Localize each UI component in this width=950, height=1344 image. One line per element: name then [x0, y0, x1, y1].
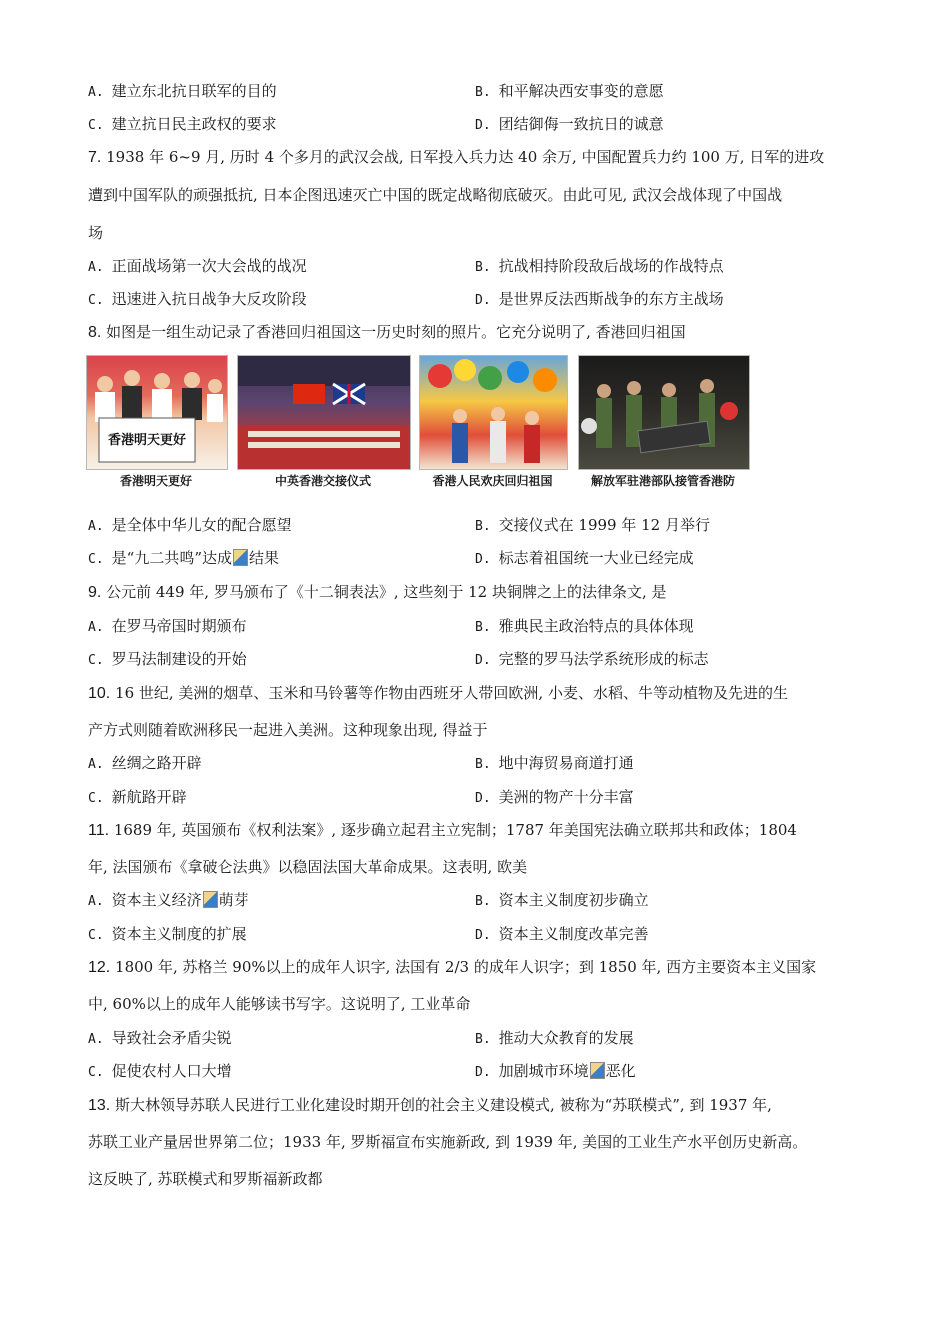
q13-line-3: 这反映了, 苏联模式和罗斯福新政都 — [88, 1170, 323, 1188]
q6-option-a[interactable]: A. 建立东北抗日联军的目的 — [88, 82, 277, 100]
q10-option-a[interactable]: A. 丝绸之路开辟 — [88, 754, 202, 772]
q11-option-d[interactable]: D. 资本主义制度改革完善 — [475, 925, 649, 943]
q8-stem: 8. 如图是一组生动记录了香港回归祖国这一历史时刻的照片。它充分说明了, 香港回归祖国 — [88, 323, 686, 341]
q6-option-d[interactable]: D. 团结御侮一致抗日的诚意 — [475, 115, 664, 133]
q9-option-d[interactable]: D. 完整的罗马法学系统形成的标志 — [475, 650, 709, 668]
q12-option-a[interactable]: A. 导致社会矛盾尖锐 — [88, 1029, 232, 1047]
q9-option-c[interactable]: C. 罗马法制建设的开始 — [88, 650, 247, 668]
photo-caption-3: 香港人民欢庆回归祖国 — [432, 474, 553, 488]
q6-option-c[interactable]: C. 建立抗日民主政权的要求 — [88, 115, 277, 133]
q10-line-2: 产方式则随着欧洲移民一起进入美洲。这种现象出现, 得益于 — [88, 721, 488, 739]
q13-line-1: 13. 斯大林领导苏联人民进行工业化建设时期开创的社会主义建设模式, 被称为“苏联模式”, 到 1937 年, — [88, 1096, 772, 1114]
q7-line-1: 7. 1938 年 6~9 月, 历时 4 个多月的武汉会战, 日军投入兵力达 40 余万, 中国配置兵力约 100 万, 日军的进攻 — [88, 148, 825, 166]
q10-line-1: 10. 16 世纪, 美洲的烟草、玉米和马铃薯等作物由西班牙人带回欧洲, 小麦、水稻、牛等动植物及先进的生 — [88, 684, 788, 702]
q10-option-c[interactable]: C. 新航路开辟 — [88, 788, 187, 806]
q11-line-2: 年, 法国颁布《拿破仑法典》以稳固法国大革命成果。这表明, 欧美 — [88, 858, 528, 876]
balloons-illustration — [420, 356, 567, 469]
q7-line-3: 场 — [88, 224, 104, 242]
crowd-illustration — [87, 356, 227, 469]
q12-option-c[interactable]: C. 促使农村人口大增 — [88, 1062, 232, 1080]
q7-line-2: 遭到中国军队的顽强抵抗, 日本企图迅速灭亡中国的既定战略彻底破灭。由此可见, 武汉会战体现了中国战 — [88, 186, 783, 204]
photo-celebration — [419, 355, 568, 470]
q6-option-b[interactable]: B. 和平解决西安事变的意愿 — [475, 82, 664, 100]
photo-caption-4: 解放军驻港部队接管香港防 — [590, 474, 735, 488]
q11-line-1: 11. 1689 年, 英国颁布《权利法案》, 逐步确立起君主立宪制；1787 年美国宪法确立联邦共和政体；1804 — [88, 821, 797, 839]
q8-option-d[interactable]: D. 标志着祖国统一大业已经完成 — [475, 549, 694, 567]
q11-option-c[interactable]: C. 资本主义制度的扩展 — [88, 925, 247, 943]
q12-option-d[interactable]: D. 加剧城市环境 恶化 — [475, 1062, 636, 1080]
q9-option-a[interactable]: A. 在罗马帝国时期颁布 — [88, 617, 247, 635]
q11-option-a[interactable]: A. 资本主义经济 萌芽 — [88, 891, 249, 909]
q12-option-b[interactable]: B. 推动大众教育的发展 — [475, 1029, 634, 1047]
broken-glyph-icon — [203, 891, 218, 908]
q9-option-b[interactable]: B. 雅典民主政治特点的具体体现 — [475, 617, 694, 635]
q7-option-b[interactable]: B. 抗战相持阶段敌后战场的作战特点 — [475, 257, 724, 275]
photo-hong-kong-tomorrow — [86, 355, 228, 470]
photo-handover-ceremony — [237, 355, 411, 470]
q12-line-2: 中, 60%以上的成年人能够读书写字。这说明了, 工业革命 — [88, 995, 471, 1013]
q11-option-b[interactable]: B. 资本主义制度初步确立 — [475, 891, 649, 909]
ceremony-illustration — [238, 356, 410, 469]
q13-line-2: 苏联工业产量居世界第二位；1933 年, 罗斯福宣布实施新政, 到 1939 年, 美国的工业生产水平创历史新高。 — [88, 1133, 808, 1151]
broken-glyph-icon — [590, 1062, 605, 1079]
q10-option-b[interactable]: B. 地中海贸易商道打通 — [475, 754, 634, 772]
photo-caption-1: 香港明天更好 — [119, 474, 192, 488]
q7-option-a[interactable]: A. 正面战场第一次大会战的战况 — [88, 257, 307, 275]
broken-glyph-icon — [233, 549, 248, 566]
q7-option-d[interactable]: D. 是世界反法西斯战争的东方主战场 — [475, 290, 724, 308]
garrison-illustration — [579, 356, 749, 469]
q7-option-c[interactable]: C. 迅速进入抗日战争大反攻阶段 — [88, 290, 307, 308]
q8-option-b[interactable]: B. 交接仪式在 1999 年 12 月举行 — [475, 516, 710, 534]
q12-line-1: 12. 1800 年, 苏格兰 90%以上的成年人识字, 法国有 2/3 的成年人识字；到 1850 年, 西方主要资本主义国家 — [88, 958, 817, 976]
q8-option-c[interactable]: C. 是“九二共鸣”达成 结果 — [88, 549, 280, 567]
q8-option-a[interactable]: A. 是全体中华儿女的配合愿望 — [88, 516, 292, 534]
photo-caption-2: 中英香港交接仪式 — [274, 474, 371, 488]
q9-stem: 9. 公元前 449 年, 罗马颁布了《十二铜表法》, 这些刻于 12 块铜牌之上的法律条文, 是 — [88, 583, 667, 601]
photo-inset-text: 香港明天更好 — [107, 433, 186, 448]
photo-pla-garrison — [578, 355, 750, 470]
q10-option-d[interactable]: D. 美洲的物产十分丰富 — [475, 788, 634, 806]
